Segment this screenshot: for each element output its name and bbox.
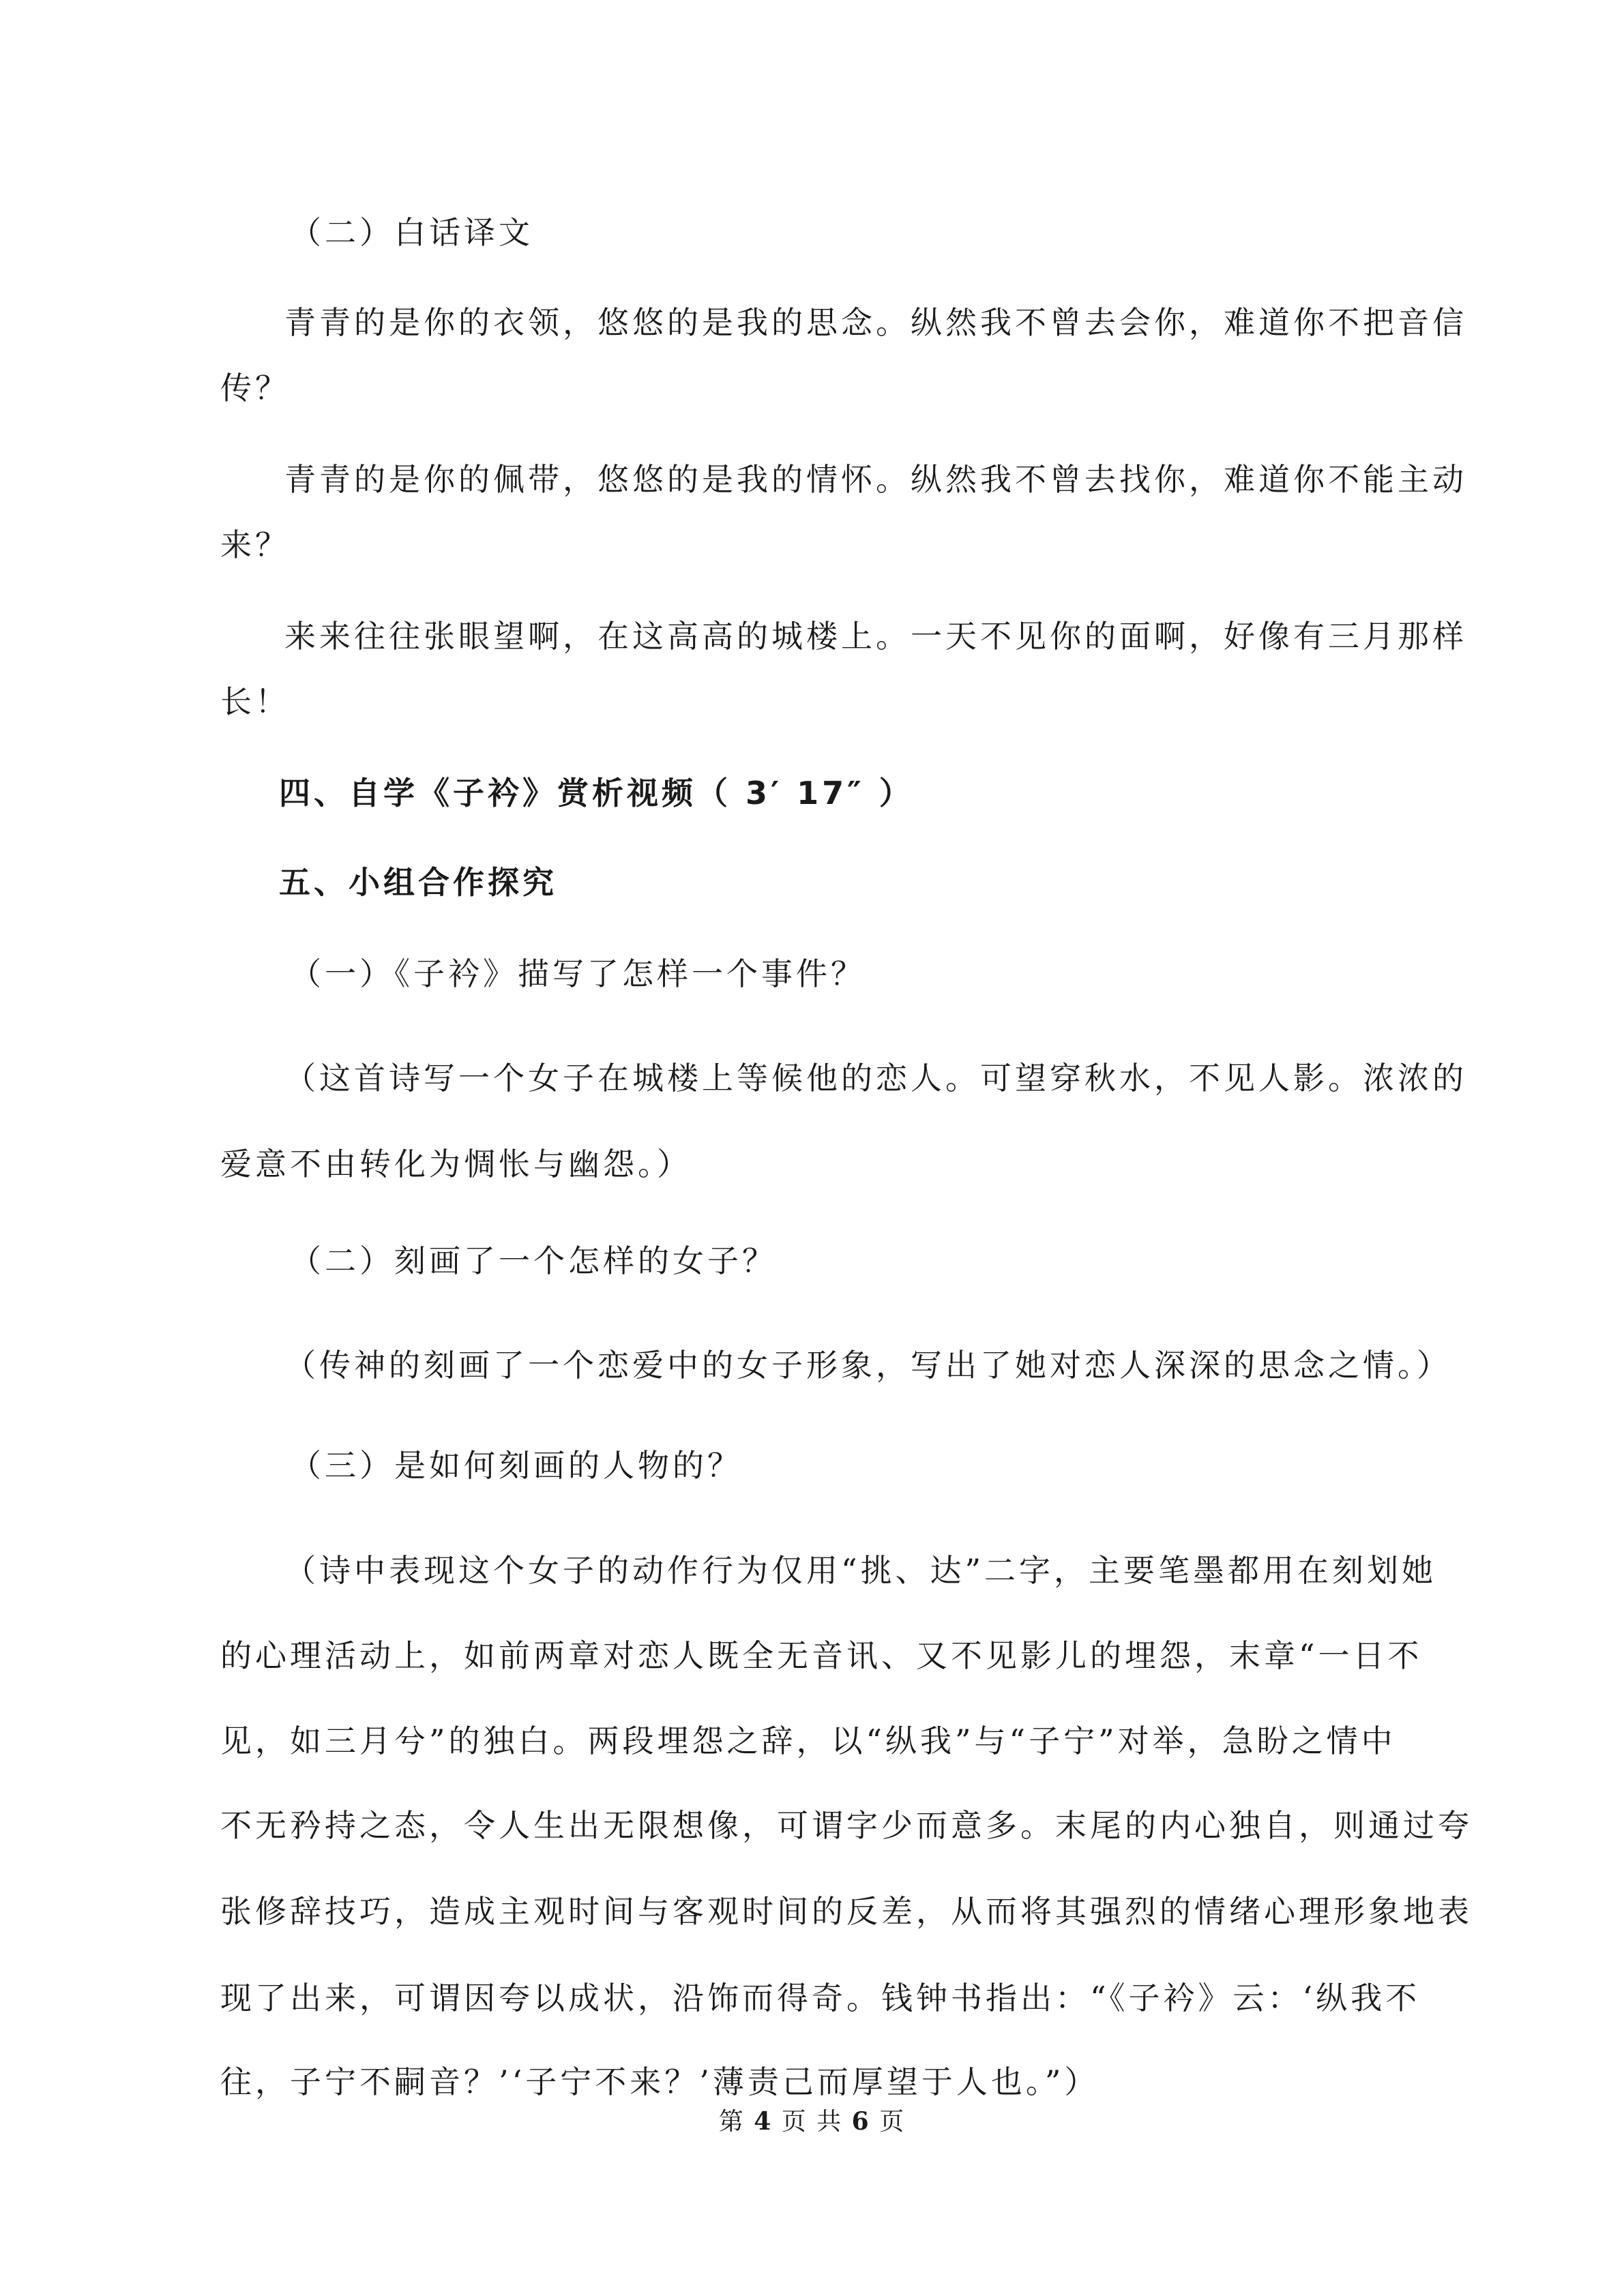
paragraph-line: 长！: [220, 683, 290, 720]
question-line: （二）刻画了一个怎样的女子？: [290, 1242, 777, 1279]
answer-line: 见，如三月兮”的独白。两段埋怨之辞，以“纵我”与“子宁”对举，急盼之情中: [220, 1723, 1396, 1759]
question-line: （三）是如何刻画的人物的？: [290, 1447, 742, 1484]
answer-line: 爱意不由转化为惆怅与幽怨。）: [220, 1146, 692, 1182]
answer-line: 的心理活动上，如前两章对恋人既全无音讯、又不见影儿的埋怨，末章“一日不: [220, 1637, 1423, 1674]
page-footer: [0, 2102, 1624, 2137]
paragraph-line: 来？: [220, 526, 290, 563]
section-heading-group: 五、小组合作探究: [279, 864, 557, 901]
footer-page-number: 4: [754, 2107, 773, 2136]
answer-line: 往，子宁不嗣音？’‘子宁不来？’薄责己而厚望于人也。”）: [220, 2063, 1099, 2100]
footer-total-pages: 6: [851, 2107, 870, 2136]
paragraph-line: 青青的是你的衣领，悠悠的是我的思念。纵然我不曾去会你，难道你不把音信: [284, 304, 1467, 341]
answer-line: 不无矜持之态，令人生出无限想像，可谓字少而意多。末尾的内心独自，则通过夸: [220, 1807, 1473, 1844]
question-line: （一）《子衿》描写了怎样一个事件？: [290, 955, 866, 992]
answer-line: 张修辞技巧，造成主观时间与客观时间的反差，从而将其强烈的情绪心理形象地表: [220, 1893, 1473, 1930]
footer-suffix: 页: [879, 2108, 906, 2136]
answer-line: （传神的刻画了一个恋爱中的女子形象，写出了她对恋人深深的思念之情。）: [284, 1347, 1451, 1384]
answer-line: 现了出来，可谓因夸以成状，沿饰而得奇。钱钟书指出：“《子衿》云：‘纵我不: [220, 1980, 1421, 2016]
paragraph-line: 青青的是你的佩带，悠悠的是我的情怀。纵然我不曾去找你，难道你不能主动: [284, 461, 1467, 498]
footer-prefix: 第: [718, 2108, 745, 2136]
footer-middle: 页 共: [781, 2108, 843, 2136]
section-heading-video: 四、自学《子衿》赏析视频（ 3′ 17″ ）: [279, 775, 914, 811]
paragraph-line: 传？: [220, 370, 290, 406]
paragraph-line: 来来往往张眼望啊，在这高高的城楼上。一天不见你的面啊，好像有三月那样: [284, 618, 1467, 655]
subheading-translation: （二）白话译文: [290, 214, 533, 251]
answer-line: （这首诗写一个女子在城楼上等候他的恋人。可望穿秋水，不见人影。浓浓的: [284, 1060, 1467, 1097]
answer-line: （诗中表现这个女子的动作行为仅用“挑、达”二字，主要笔墨都用在刻划她: [284, 1552, 1437, 1589]
